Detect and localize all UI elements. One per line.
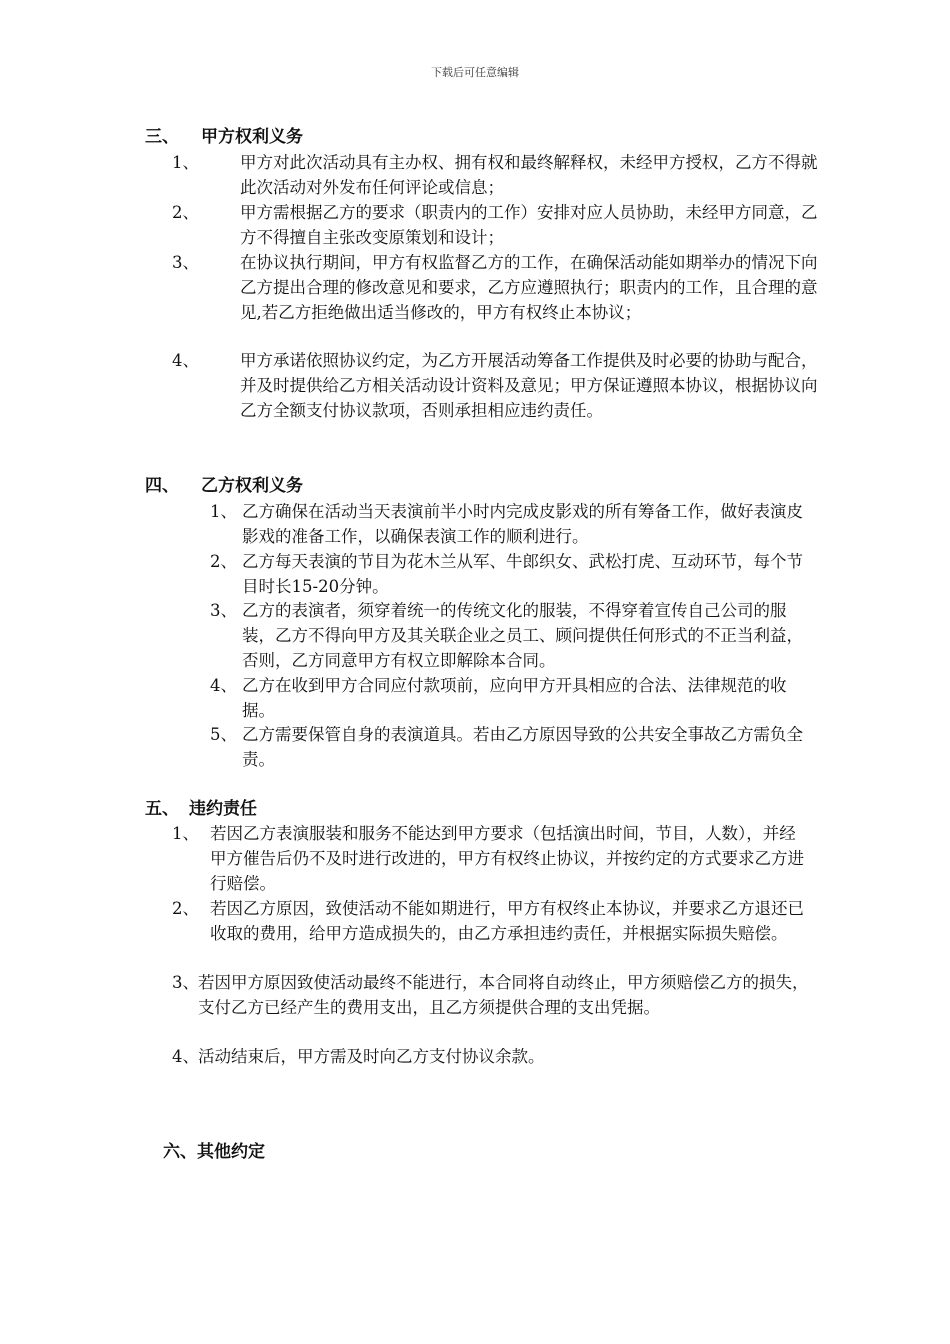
item-number: 3、 bbox=[210, 601, 237, 620]
section-title: 六、其他约定 bbox=[163, 1142, 265, 1162]
list-item bbox=[172, 200, 818, 250]
item-number: 5、 bbox=[210, 725, 237, 744]
section-title: 甲方权利义务 bbox=[201, 127, 303, 147]
item-number: 4、 bbox=[172, 351, 199, 370]
item-number: 1、 bbox=[172, 153, 199, 172]
item-number: 4、 bbox=[210, 676, 237, 695]
item-text: 甲方需根据乙方的要求（职责内的工作）安排对应人员协助，未经甲方同意，乙方不得擅自主张改变原策划和设计； bbox=[240, 203, 818, 247]
section-heading-4 bbox=[145, 474, 303, 498]
list-item bbox=[210, 499, 810, 549]
section-number: 五、 bbox=[145, 799, 179, 819]
page-header-note: 下载后可任意编辑 bbox=[431, 66, 519, 79]
item-number: 2、 bbox=[172, 203, 199, 222]
section-number: 四、 bbox=[145, 476, 179, 496]
item-number: 1、 bbox=[210, 502, 237, 521]
item-number: 3、 bbox=[172, 253, 199, 272]
section-heading-6 bbox=[163, 1140, 265, 1164]
item-text: 乙方在收到甲方合同应付款项前，应向甲方开具相应的合法、法律规范的收据。 bbox=[242, 676, 787, 720]
item-number: 2、 bbox=[210, 552, 237, 571]
section-heading-5 bbox=[145, 797, 257, 821]
item-number: 3、 bbox=[172, 973, 199, 992]
item-text: 若因乙方原因，致使活动不能如期进行，甲方有权终止本协议，并要求乙方退还已收取的费用，给甲方造成损失的，由乙方承担违约责任，并根据实际损失赔偿。 bbox=[210, 899, 804, 943]
list-item bbox=[210, 549, 810, 599]
item-text: 甲方对此次活动具有主办权、拥有权和最终解释权，未经甲方授权，乙方不得就此次活动对外发布任何评论或信息； bbox=[240, 153, 818, 197]
section-title: 违约责任 bbox=[189, 799, 257, 819]
item-number: 4、 bbox=[172, 1047, 199, 1066]
list-item bbox=[172, 250, 818, 350]
item-text: 若因乙方表演服装和服务不能达到甲方要求（包括演出时间，节目，人数），并经甲方催告后仍不及时进行改进的，甲方有权终止协议，并按约定的方式要求乙方进行赔偿。 bbox=[210, 824, 804, 893]
item-number: 1、 bbox=[172, 824, 199, 843]
list-item bbox=[172, 348, 818, 448]
item-text: 若因甲方原因致使活动最终不能进行，本合同将自动终止，甲方须赔偿乙方的损失，支付乙方已经产生的费用支出，且乙方须提供合理的支出凭据。 bbox=[198, 973, 809, 1017]
list-item bbox=[172, 896, 810, 971]
item-text: 乙方需要保管自身的表演道具。若由乙方原因导致的公共安全事故乙方需负全责。 bbox=[242, 725, 803, 769]
list-item bbox=[210, 722, 810, 772]
list-item bbox=[172, 150, 818, 200]
list-item bbox=[172, 1044, 810, 1069]
section-number: 三、 bbox=[145, 127, 179, 147]
item-text: 乙方确保在活动当天表演前半小时内完成皮影戏的所有筹备工作，做好表演皮影戏的准备工作，以确保表演工作的顺利进行。 bbox=[242, 502, 803, 546]
item-text: 在协议执行期间，甲方有权监督乙方的工作，在确保活动能如期举办的情况下向乙方提出合理的修改意见和要求，乙方应遵照执行；职责内的工作，且合理的意见,若乙方拒绝做出适当修改的，甲方有权终止本协议； bbox=[240, 253, 818, 322]
list-item bbox=[210, 673, 810, 723]
list-item bbox=[210, 598, 810, 673]
section-title: 乙方权利义务 bbox=[201, 476, 303, 496]
item-number: 2、 bbox=[172, 899, 199, 918]
list-item bbox=[172, 970, 810, 1045]
item-text: 甲方承诺依照协议约定，为乙方开展活动筹备工作提供及时必要的协助与配合，并及时提供给乙方相关活动设计资料及意见；甲方保证遵照本协议，根据协议向乙方全额支付协议款项，否则承担相应违约责任。 bbox=[240, 351, 818, 420]
item-text: 乙方的表演者，须穿着统一的传统文化的服装，不得穿着宣传自己公司的服装，乙方不得向甲方及其关联企业之员工、顾问提供任何形式的不正当利益，否则，乙方同意甲方有权立即解除本合同。 bbox=[242, 601, 803, 670]
item-text: 活动结束后，甲方需及时向乙方支付协议余款。 bbox=[198, 1047, 545, 1066]
item-text: 乙方每天表演的节目为花木兰从军、牛郎织女、武松打虎、互动环节，每个节目时长15-20分钟。 bbox=[242, 552, 803, 596]
list-item bbox=[172, 821, 810, 896]
section-heading-3 bbox=[145, 125, 303, 149]
